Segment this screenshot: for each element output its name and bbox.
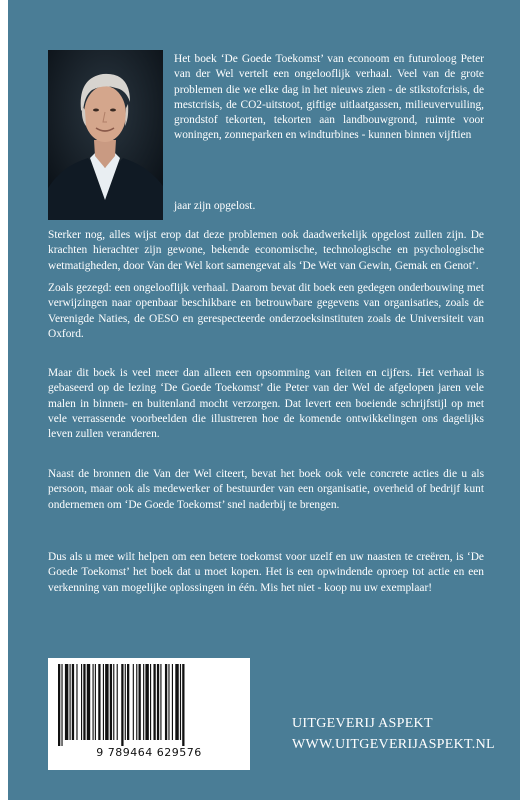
intro-paragraph-end: jaar zijn opgelost. [174, 200, 256, 212]
paragraph-2: Sterker nog, alles wijst erop dat deze problemen ook daadwerkelijk opgelost zullen zijn. De krachten hierachter zijn gewone, bekende economische, technologische en psychologische wetmatigheden, door Van der Wel kort samengevat als ‘De Wet van Gewin, Gemak en Genot’. [48, 229, 484, 272]
barcode-bar [70, 664, 71, 740]
barcode-bar [182, 664, 184, 746]
barcode-bar [136, 664, 137, 740]
barcode-bar [95, 664, 96, 740]
isbn-barcode [48, 658, 250, 770]
barcode-bar [117, 664, 118, 740]
barcode-bar [165, 664, 167, 740]
barcode-icon [54, 664, 244, 746]
barcode-bar [127, 664, 129, 740]
author-portrait-icon [48, 50, 163, 220]
barcode-bar [98, 664, 100, 740]
paragraph-4: Maar dit boek is veel meer dan alleen een opsomming van feiten en cijfers. Het verhaal is gebaseerd op de lezing ‘De Goede Toekomst’ die Peter van der Wel de afgelopen jaren vele malen in binnen- en buitenland mocht verzorgen. Dat levert een boeiende schrijfstijl op met vele verrassende voorbeelden die illustreren hoe de komende ontwikkelingen ons dagelijks leven zullen veranderen. [48, 367, 484, 441]
barcode-bar [175, 664, 178, 740]
barcode-bar [72, 664, 74, 740]
isbn-number: 9 789464 629576 [96, 746, 202, 759]
publisher-url[interactable]: WWW.UITGEVERIJASPEKT.NL [292, 737, 495, 752]
barcode-bar [113, 664, 114, 740]
barcode-bar [150, 664, 151, 740]
barcode-bar [168, 664, 169, 740]
barcode-bar [105, 664, 108, 740]
barcode-bar [160, 664, 161, 740]
barcode-bar [157, 664, 159, 740]
publisher-name: UITGEVERIJ ASPEKT [292, 716, 433, 731]
barcode-bar [139, 664, 141, 740]
barcode-bar [61, 664, 62, 746]
barcode-bar [125, 664, 126, 740]
paragraph-6: Dus als u mee wilt helpen om een betere toekomst voor uzelf en uw naasten te creëren, is ‘De Goede Toekomst’ het boek dat u moet kopen. Het is een opwindende oproep tot actie en een verkenning van mogelijke oplossingen in één. Mis het niet - koop nu uw exemplaar! [48, 551, 484, 594]
barcode-bar [87, 664, 90, 740]
barcode-bar [58, 664, 60, 746]
barcode-bar [110, 664, 112, 740]
barcode-bar [65, 664, 68, 740]
intro-paragraph: Het boek ‘De Goede Toekomst’ van econoom en futuroloog Peter van der Wel vertelt een ongelooflijk verhaal. Veel van de grote problemen die we elke dag in het nieuws zien - de stikstofcrisis, de mestcrisis, de CO2-uitstoot, giftige uitlaatgassen, milieuvervuiling, grondstof tekorten, tekorten aan landbouwgrond, ruimte voor woningen, zonneparken en windturbines - kunnen binnen vijftien [174, 53, 484, 142]
barcode-bar [172, 664, 173, 740]
paragraph-5: Naast de bronnen die Van der Wel citeert, bevat het boek ook vele concrete acties die u als persoon, maar ook als medewerker of bestuurder van een organisatie, overheid of bedrijf kunt ondernemen om ‘De Goede Toekomst’ snel naderbij te brengen. [48, 468, 484, 511]
barcode-bar [143, 664, 144, 740]
barcode-bar [133, 664, 134, 740]
barcode-bar [93, 664, 94, 740]
barcode-bar [83, 664, 85, 740]
barcode-bar [76, 664, 77, 740]
publisher-block [292, 713, 495, 755]
barcode-bar [153, 664, 155, 740]
paragraph-3: Zoals gezegd: een ongelooflijk verhaal. Daarom bevat dit boek een gedegen onderbouwing met verwijzingen naar openbaar beschikbare en betrouwbare gegevens van organisaties, zoals de Verenigde Naties, de OESO en gerespecteerde onderzoeksinstituten zoals de Universiteit van Oxford. [48, 282, 484, 340]
barcode-bar [121, 664, 123, 746]
barcode-bar [103, 664, 104, 740]
barcode-bar [81, 664, 82, 740]
author-photo [48, 50, 163, 220]
barcode-bar [180, 664, 181, 740]
barcode-bar [145, 664, 148, 740]
back-cover [8, 0, 520, 800]
